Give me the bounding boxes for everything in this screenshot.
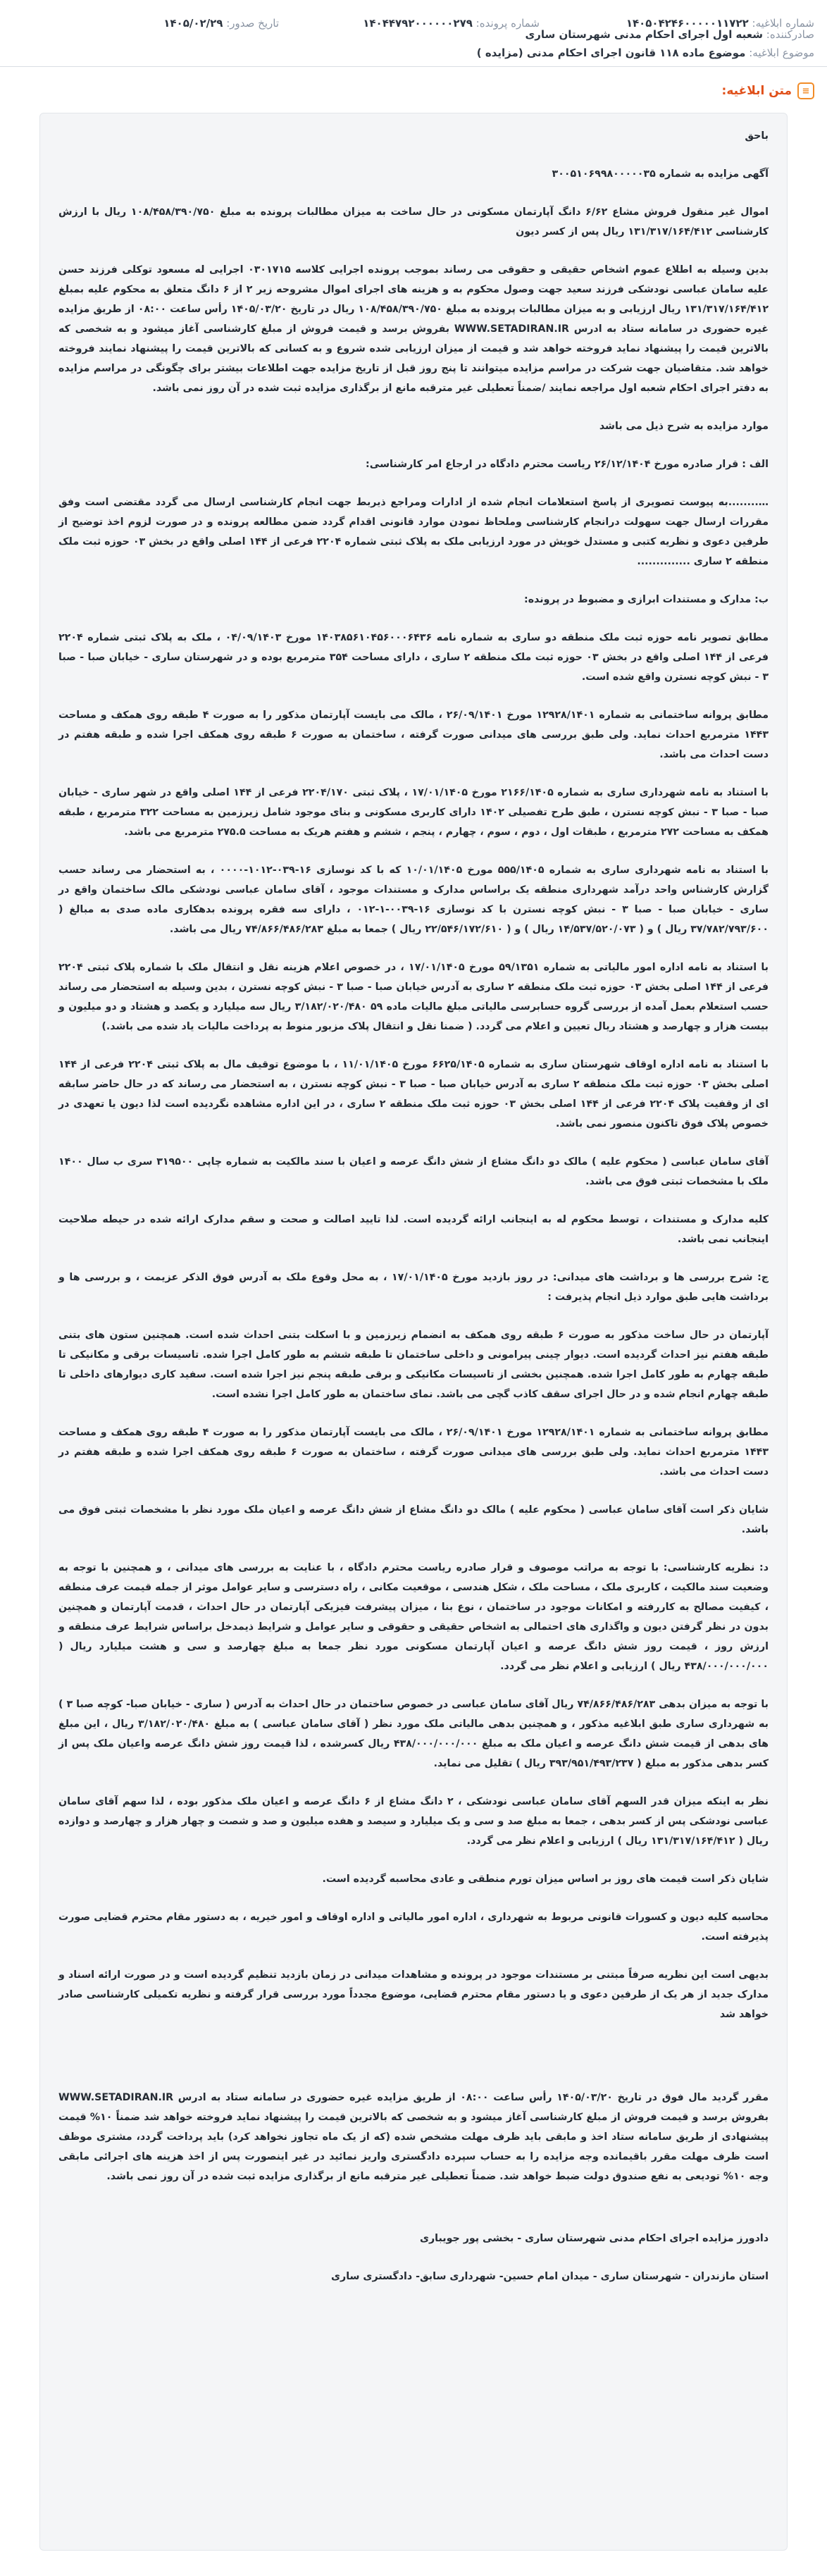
notice-body-card — [39, 113, 788, 2551]
building-permit: مطابق پروانه ساختمانی به شماره ۱۲۹۲۸/۱۴۰۱ مورخ ۲۶/۰۹/۱۴۰۱ ، مالک می بایست آپارتمان مذکور را به صورت ۴ طبقه روی همکف و مساحت ۱۴۴۳ مترمربع احداث نماید. ولی طبق بررسی های میدانی صورت گرفته ، ساختمان به صورت ۶ طبقه روی همکف اجرا شده و طبقه هفتم در دست احداث می باشد. — [58, 710, 769, 760]
inflation-note: شایان ذکر است قیمت های روز بر اساس میزان تورم منطقی و عادی محاسبه گردیده است. — [322, 1874, 769, 1885]
notice-number: شماره ابلاغیه: ۱۴۰۵۰۴۲۴۶۰۰۰۰۰۱۱۷۲۲ — [626, 17, 814, 30]
registry-letter: مطابق تصویر نامه حوزه ثبت ملک منطقه دو ساری به شماره نامه ۱۴۰۳۸۵۶۱۰۴۵۶۰۰۰۶۴۳۶ مورخ ۰۴/۰۹/۱۴۰۳ ، ملک به پلاک ثبتی شماره ۲۲۰۴ فرعی از ۱۴۴ اصلی واقع در بخش ۰۳ حوزه ثبت ملک منطقه ۲ ساری ، دارای مساحت ۳۵۴ مترمربع بوده و در شهرستان ساری - خیابان صبا - صبا ۳ - نبش کوچه نسترن واقع شده است. — [58, 632, 769, 683]
auction-terms: مقرر گردید مال فوق در تاریخ ۱۴۰۵/۰۳/۲۰ رأس ساعت ۰۸:۰۰ از طریق مزایده غیره حضوری در سامانه ستاد به ادرس WWW.SETADIRAN.IR بفروش برسد و قیمت فروش از مبلغ کارشناسی آغاز میشود و به شخصی که بالاترین قیمت را پیشنهاد نماید فروخته خواهد شد ضمناً ۱۰% قیمت پیشنهادی از طریق سامانه ستاد اخذ و مابقی باید ظرف مهلت مشخص شده (که از یک ماه تجاوز نخواهد کرد) باید پرداخت گردد، مشتری موظف است ظرف مهلت مقرر باقیمانده وجه مزایده را به حساب سپرده دادگستری واریز نمائید در غیر اینصورت پس از اخذ هزینه های اجرائی مابقی وجه ۱۰% تودیعی به نفع صندوق دولت ضبط خواهد شد. ضمناً تعطیلی غیر مترقبه مانع از برگذاری مزایده ثبت شده در آن روز نمی باشد. — [58, 2092, 769, 2182]
tax-office-letter: با استناد به نامه اداره امور مالیاتی به شماره ۵۹/۱۳۵۱ مورخ ۱۷/۰۱/۱۴۰۵ ، در خصوص اعلام هزینه نقل و انتقال ملک با شماره پلاک ثبتی ۲۲۰۴ فرعی از ۱۴۴ اصلی بخش ۰۳ حوزه ثبت ملک منطقه ۲ ساری به آدرس خیابان صبا - صبا ۳ - نبش کوچه نسترن ، بدین وسیله به استحضار می رساند حسب استعلام بعمل آمده از بررسی گروه حسابرسی مالیاتی مبلغ مالیات ماده ۵۹ ۳/۱۸۲/۰۲۰/۴۸۰ ریال سه میلیارد و یکصد و هشتاد و دو میلیون و بیست هزار و چهارصد و هشتاد ریال تعیین و اعلام می گردد. ( ضمنا نقل و انتقال پلاک مزبور منوط به پرداخت مالیات یاد شده می باشد.) — [58, 962, 769, 1032]
notice-header — [0, 0, 827, 67]
subject-row: موضوع ابلاغیه: موضوع ماده ۱۱۸ قانون اجرای احکام مدنی (مزایده ) — [476, 47, 814, 59]
subject-text: موضوع ماده ۱۱۸ قانون اجرای احکام مدنی (مزایده ) — [476, 47, 746, 59]
share-valuation: نظر به اینکه میزان قدر السهم آقای سامان عباسی نودشکی ، ۲ دانگ مشاع از ۶ دانگ عرصه و اعیان ملک مذکور بوده ، لذا سهم آقای سامان عباسی نودشکی پس از کسر بدهی ، جمعا به مبلغ صد و سی و یک میلیارد و سیصد و هفده میلیون و صد و شصت و چهار هزار و چهارصد و دوازده ریال ( ۱۳۱/۳۱۷/۱۶۴/۴۱۲ ریال ) ارزیابی و اعلام نظر می گردد. — [58, 1796, 769, 1847]
ownership-note: آقای سامان عباسی ( محکوم علیه ) مالک دو دانگ مشاع از شش دانگ عرصه و اعیان با سند مالکیت به شماره چاپی ۳۱۹۵۰۰ سری ب سال ۱۴۰۰ ملک با مشخصات ثبتی فوق می باشد. — [58, 1156, 769, 1187]
ownership-repeat: شایان ذکر است آقای سامان عباسی ( محکوم علیه ) مالک دو دانگ مشاع از شش دانگ عرصه و اعیان ملک مورد نظر با مشخصات ثبتی فوق می باشد. — [58, 1504, 769, 1535]
documents-heading: ب: مدارک و مستندات ابرازی و مضبوط در پرونده: — [524, 594, 769, 605]
auction-number: آگهی مزایده به شماره ۳۰۰۵۱۰۶۹۹۸۰۰۰۰۰۳۵ — [552, 168, 769, 180]
bailiff-signature: دادورز مزایده اجرای احکام مدنی شهرستان ساری - بخشی پور جویباری — [420, 2233, 769, 2244]
documents-note: کلیه مدارک و مستندات ، توسط محکوم له به اینجانب ارائه گردیده است. لذا تایید اصالت و صحت و سقم مدارک ارائه شده در حیطه صلاحیت اینجانب نمی باشد. — [58, 1214, 769, 1245]
field-inspection-details: آپارتمان در حال ساخت مذکور به صورت ۶ طبقه روی همکف به انضمام زیرزمین و با اسکلت بتنی احداث شده است. همچنین ستون های بتنی طبقه هفتم نیز احداث گردیده است. دیوار چینی پیرامونی و داخلی ساختمان تا طبقه ششم به طور کامل اجرا شده. تاسیسات برقی و مکانیکی تا طبقه چهارم به طور کامل اجرا شده. همچنین بخشی از تاسیسات مکانیکی و برقی طبقه پنجم نیز اجرا شده است. سفید کاری دیوارهای داخلی تا طبقه چهارم انجام شده و در حال اجرای سقف کاذب گچی می باشد. نمای ساختمان به طور کامل اجرا نشده است. — [58, 1330, 769, 1400]
issuer-name: شعبه اول اجرای احکام مدنی شهرستان ساری — [525, 28, 763, 41]
notice-body — [58, 126, 769, 2305]
endowment-letter: با استناد به نامه اداره اوقاف شهرستان ساری به شماره ۶۶۲۵/۱۴۰۵ مورخ ۱۱/۰۱/۱۴۰۵ ، با موضوع توقیف مال به پلاک ثبتی ۲۲۰۴ فرعی از ۱۴۴ اصلی بخش ۰۳ حوزه ثبت ملک منطقه ۲ ساری به آدرس خیابان صبا - صبا ۳ - نبش کوچه نسترن ، به استحضار می رساند که در حال حاضر سابقه ای از وقفیت پلاک ۲۲۰۴ فرعی از ۱۴۴ اصلی بخش ۰۳ حوزه ثبت ملک منطقه ۲ ساری ، در این اداره مشاهده نگردیده است لذا دیون یا تعهدی در خصوص پلاک فوق تاکنون منصور نمی باشد. — [58, 1059, 769, 1129]
auction-summary: اموال غیر منقول فروش مشاع ۶/۶۲ دانگ آپارتمان مسکونی در حال ساخت به میزان مطالبات پرونده به مبلغ ۱۰۸/۴۵۸/۳۹۰/۷۵۰ ریال با ارزش کارشناسی ۱۳۱/۳۱۷/۱۶۴/۴۱۲ ریال پس از کسر دیون — [58, 206, 769, 237]
building-permit-repeat: مطابق پروانه ساختمانی به شماره ۱۲۹۲۸/۱۴۰۱ مورخ ۲۶/۰۹/۱۴۰۱ ، مالک می بایست آپارتمان مذکور را به صورت ۴ طبقه روی همکف و مساحت ۱۴۴۳ مترمربع احداث نماید. ولی طبق بررسی های میدانی صورت گرفته ، ساختمان به صورت ۶ طبقه روی همکف اجرا شده و طبقه هفتم در دست احداث می باشد. — [58, 1427, 769, 1478]
court-order-heading: الف : قرار صادره مورخ ۲۶/۱۲/۱۴۰۴ ریاست محترم دادگاه در ارجاع امر کارشناسی: — [366, 459, 769, 470]
municipality-letter-1: با استناد به نامه شهرداری ساری به شماره ۲۱۶۶/۱۴۰۵ مورخ ۱۷/۰۱/۱۴۰۵ ، پلاک ثبتی ۲۲۰۴/۱۷۰ فرعی از ۱۴۴ اصلی واقع در شهر ساری - خیابان صبا - صبا ۳ - نبش کوچه نسترن ، طبق طرح تفصیلی ۱۴۰۲ دارای کاربری مسکونی و بنای موجود شامل زیرزمین به مساحت ۳۲۲ مترمربع ، طبقه همکف به مساحت ۲۷۲ مترمربع ، طبقات اول ، دوم ، سوم ، چهارم ، پنجم ، ششم و هفتم هریک به مساحت ۲۷۵.۵ مترمربع می باشد. — [58, 787, 769, 838]
file-number: شماره پرونده: ۱۴۰۴۴۷۹۲۰۰۰۰۰۰۲۷۹ — [363, 17, 540, 30]
deductions-note: محاسبه کلیه دیون و کسورات قانونی مربوط به شهرداری ، اداره امور مالیاتی و اداره اوقاف و امور خیریه ، به دستور مقام محترم قضایی صورت پذیرفته است. — [58, 1912, 769, 1943]
document-icon: ≡ — [797, 82, 814, 99]
debt-deduction: با توجه به میزان بدهی ۷۴/۸۶۶/۴۸۶/۲۸۳ ریال آقای سامان عباسی در خصوص ساختمان در حال احداث به آدرس ( ساری - خیابان صبا- کوچه صبا ۳ ) به شهرداری ساری طبق ابلاغیه مذکور ، و همچنین بدهی مالیاتی ملک مورد نظر ( آقای سامان عباسی ) به مبلغ ۳/۱۸۲/۰۲۰/۴۸۰ ریال ، این مبلغ های بدهی از قیمت شش دانگ عرصه و اعیان ملک به مبلغ ۴۳۸/۰۰۰/۰۰۰/۰۰۰ ریال کسرشده ، لذا قیمت روز شش دانگ عرصه واعیان ملک پس از کسر بدهی مذکور به مبلغ ( ۳۹۳/۹۵۱/۴۹۳/۲۳۷ ریال ) تقلیل می نماید. — [58, 1699, 769, 1769]
expert-opinion: د: نظریه کارشناسی: با توجه به مراتب موصوف و قرار صادره ریاست محترم دادگاه ، با عنایت به بررسی های میدانی ، و همچنین با توجه به وضعیت سند مالکیت ، کاربری ملک ، مساحت ملک ، شکل هندسی ، موقعیت مکانی ، راه دسترسی و سایر عوامل موثر از جمله قیمت عرف منطقه ، کیفیت مصالح به کاررفته و امکانات موجود در ساختمان ، نوع بنا ، میزان پیشرفت فیزیکی آپارتمان در حال احداث ، قدمت آپارتمان و همچنین بدون در نظر گرفتن دیون و واگذاری های احتمالی به اشخاص حقیقی و حقوقی و سایر عوامل و شرایط ذیمدخل براساس شرایط عرف منطقه و ارزش روز ، قیمت روز شش دانگ عرصه و اعیان آپارتمان مسکونی مورد نظر جمعا به مبلغ چهارصد و سی و هشت میلیارد ریال ( ۴۳۸/۰۰۰/۰۰۰/۰۰۰ ریال ) ارزیابی و اعلام نظر می گردد. — [58, 1562, 769, 1672]
notice-text-heading: ≡ متن ابلاغیه: — [722, 79, 814, 103]
municipality-letter-2: با استناد به نامه شهرداری ساری به شماره ۵۵۵/۱۴۰۵ مورخ ۱۰/۰۱/۱۴۰۵ که با کد نوسازی ۱۶-۰۳۹-۱۰۱۲-۰۰۰۰ ، به استحضار می رساند حسب گزارش کارشناس واحد درآمد شهرداری منطقه یک براساس مدارک و مستندات موجود ، آقای سامان عباسی نودشکی مالک ساختمان واقع در ساری - خیابان صبا - صبا ۳ - نبش کوچه نسترن با کد نوسازی ۱۶-۰۰۳۹-۱-۰۱۲ ، دارای سه فقره پرونده بدهکاری ماده صدی به مبالغ ( ۳۷/۷۸۲/۷۹۳/۶۰۰ ریال ) و ( ۱۴/۵۳۷/۵۲۰/۰۷۳ ریال ) و ( ۲۲/۵۴۶/۱۷۲/۶۱۰ ریال ) جمعا به مبلغ ۷۴/۸۶۶/۴۸۶/۲۸۳ ریال می باشد. — [58, 865, 769, 935]
court-order-text: …........به پیوست تصویری از پاسخ استعلامات انجام شده از ادارات ومراجع ذیربط جهت انجام کارشناسی ارسال می گردد مقتضی است وفق مقررات ارسال جهت سهولت درانجام کارشناسی وملحاظ نمودن موارد قانونی اقدام گردد ضمن مطالعه پرونده و در صورت لزوم اخذ توضیح از طرفین دعوی و نظریه کتبی و مستدل خویش در مورد ارزیابی ملک به پلاک ثبتی شماره ۲۲۰۴ فرعی از ۱۴۴ اصلی واقع در بخش ۰۳ حوزه ثبت ملک منطقه ۲ ساری .............. — [58, 497, 769, 567]
auction-announcement: بدین وسیله به اطلاع عموم اشخاص حقیقی و حقوقی می رساند بموجب پرونده اجرایی کلاسه ۰۳۰۱۷۱۵ اجرایی له مسعود توکلی فرزند حسن علیه سامان عباسی نودشکی فرزند سعید جهت وصول محکوم به و هزینه های اجرای اموال مشروحه زیر ۲ از ۶ دانگ متعلق به محکوم علیه بمبلغ ۱۳۱/۳۱۷/۱۶۴/۴۱۲ ریال ارزیابی و به میزان مطالبات پرونده به مبلغ ۱۰۸/۴۵۸/۳۹۰/۷۵۰ ریال در تاریخ ۱۴۰۵/۰۳/۲۰ رأس ساعت ۰۸:۰۰ از طریق مزایده غیره حضوری در سامانه ستاد به ادرس WWW.SETADIRAN.IR بفروش برسد و قیمت فروش از مبلغ کارشناسی آغاز میشود و به شخصی که بالاترین قیمت را پیشنهاد نماید فروخته خواهد شد و قیمت از میزان ارزیابی شده شروع و به کسانی که بالاترین قیمت را پیشنهاد نمایند فروخته خواهد شد. متقاضیان جهت شرکت در مراسم مزایده میتوانند تا پنج روز قبل از تاریخ مزایده جهت اطلاعات بیشتر برای چگونگی در مراسم مزایده به دفتر اجرای احکام شعبه اول مراجعه نمایند /ضمناً تعطیلی غیر مترقبه مانع از برگذاری مزایده ثبت شده در آن روز نمی باشد. — [58, 264, 769, 394]
disclaimer-note: بدیهی است این نظریه صرفاً مبتنی بر مستندات موجود در پرونده و مشاهدات میدانی در زمان بازدید تنظیم گردیده است و در صورت ارائه اسناد و مدارک جدید از هر یک از طرفین دعوی و یا دستور مقام محترم قضایی، موضوع مجدداً مورد بررسی قرار گرفته و نظریه تکمیلی کارشناسی صادر خواهد شد — [58, 1969, 769, 2020]
issue-date: تاریخ صدور: ۱۴۰۵/۰۲/۲۹ — [163, 17, 279, 30]
court-address: استان مازندران - شهرستان ساری - میدان امام حسین- شهرداری سابق- دادگستری ساری — [331, 2271, 769, 2282]
opening-line: باحق — [745, 130, 769, 142]
issuer-row: صادرکننده: شعبه اول اجرای احکام مدنی شهرستان ساری — [525, 28, 814, 41]
field-inspection-heading: ج: شرح بررسی ها و برداشت های میدانی: در روز بازدید مورخ ۱۷/۰۱/۱۴۰۵ ، به محل وقوع ملک به آدرس فوق الذکر عزیمت ، و بررسی ها و برداشت هایی طبق موارد ذیل انجام پذیرفت : — [58, 1272, 769, 1303]
items-heading: موارد مزایده به شرح ذیل می باشد — [599, 421, 769, 432]
